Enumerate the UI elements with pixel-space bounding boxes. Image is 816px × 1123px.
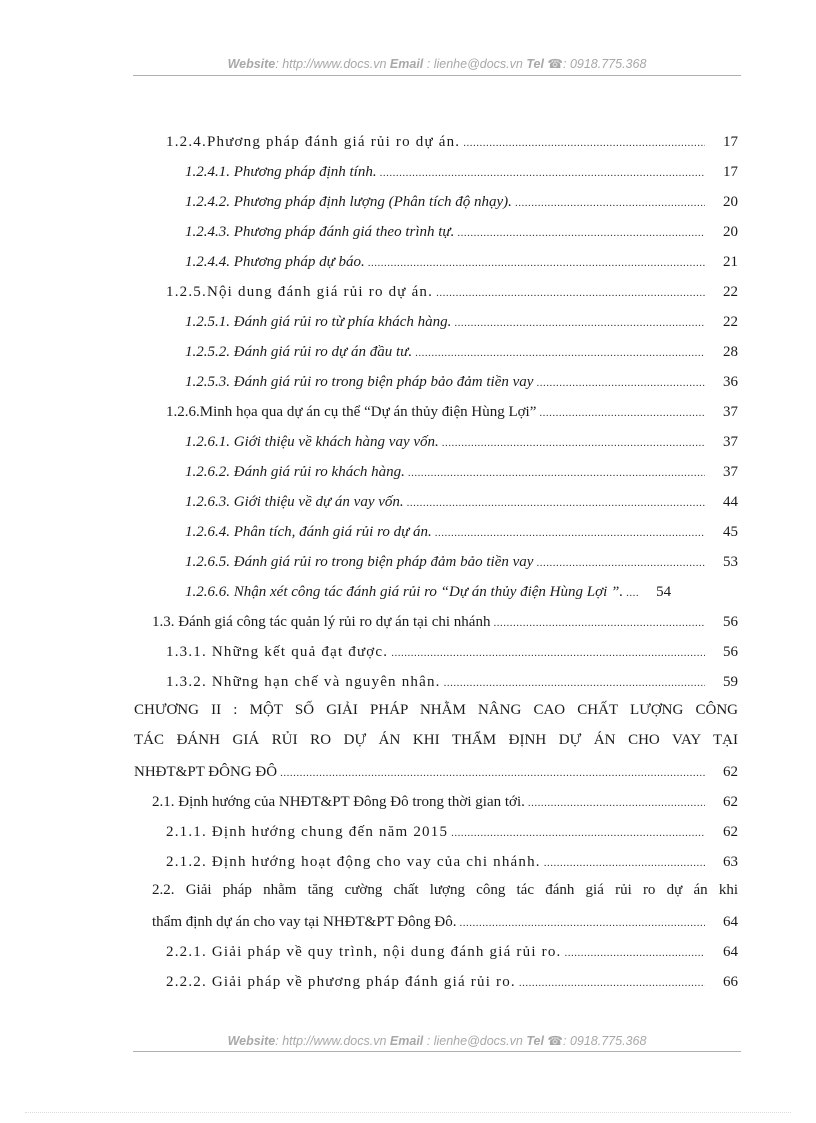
- toc-entry[interactable]: 1.2.4.4. Phương pháp dự báo. ..... 21: [185, 252, 738, 272]
- toc-entry[interactable]: 2.1.1. Định hướng chung đến năm 2015 ..... 62: [166, 822, 738, 842]
- tel-value: : 0918.775.368: [563, 1034, 647, 1048]
- website-url[interactable]: : http://www.docs.vn: [275, 1034, 387, 1048]
- website-label: Website: [227, 57, 276, 71]
- toc-entry[interactable]: 1.2.5.2. Đánh giá rủi ro dự án đầu tư. ..... 28: [185, 342, 738, 362]
- toc-entry[interactable]: NHĐT&PT ĐÔNG ĐÔ ..... 62: [134, 762, 738, 782]
- toc-entry[interactable]: thẩm định dự án cho vay tại NHĐT&PT Đông Đô. ..... 64: [152, 912, 738, 932]
- website-url[interactable]: : http://www.docs.vn: [275, 57, 387, 71]
- toc-entry[interactable]: 1.2.5.Nội dung đánh giá rủi ro dự án. ..... 22: [166, 282, 738, 302]
- website-label: Website: [227, 1034, 276, 1048]
- toc-entry[interactable]: 1.3. Đánh giá công tác quản lý rủi ro dự án tại chi nhánh ..... 56: [152, 612, 738, 632]
- toc-entry[interactable]: 1.3.2. Những hạn chế và nguyên nhân. ..... 59: [166, 672, 738, 692]
- toc-entry-line[interactable]: 2.2. Giải pháp nhằm tăng cường chất lượng công tác đánh giá rủi ro dự án khi: [152, 882, 738, 898]
- tel-label: Tel: [526, 1034, 544, 1048]
- chapter-heading-line[interactable]: CHƯƠNG II : MỘT SỐ GIẢI PHÁP NHẰM NÂNG CAO CHẤT LƯỢNG CÔNG: [134, 702, 738, 718]
- toc-entry[interactable]: 1.2.4.2. Phương pháp định lượng (Phân tích độ nhạy). ..... 20: [185, 192, 738, 212]
- email-value[interactable]: : lienhe@docs.vn: [426, 1034, 523, 1048]
- tel-label: Tel: [526, 57, 544, 71]
- phone-icon: ☎: [547, 1034, 563, 1048]
- toc-entry[interactable]: 1.3.1. Những kết quả đạt được. ..... 56: [166, 642, 738, 662]
- chapter-heading-line[interactable]: TÁC ĐÁNH GIÁ RỦI RO DỰ ÁN KHI THẨM ĐỊNH DỰ ÁN CHO VAY TẠI: [134, 732, 738, 748]
- toc-entry[interactable]: 1.2.5.1. Đánh giá rủi ro từ phía khách hàng. ..... 22: [185, 312, 738, 332]
- toc-entry[interactable]: 1.2.6.Minh họa qua dự án cụ thể “Dự án thủy điện Hùng Lợi” ..... 37: [166, 402, 738, 422]
- toc-entry[interactable]: 1.2.4.3. Phương pháp đánh giá theo trình tự. ..... 20: [185, 222, 738, 242]
- footer-rule: [133, 1051, 741, 1052]
- toc-entry[interactable]: 1.2.4.Phương pháp đánh giá rủi ro dự án. ..... 17: [166, 132, 738, 152]
- phone-icon: ☎: [547, 57, 563, 71]
- toc-entry[interactable]: 1.2.6.3. Giới thiệu về dự án vay vốn. ..... 44: [185, 492, 738, 512]
- toc-entry[interactable]: 1.2.6.6. Nhận xét công tác đánh giá rủi ro “Dự án thủy điện Hùng Lợi ”. ..... 54: [185, 582, 738, 602]
- page-header: [133, 56, 741, 71]
- toc-entry[interactable]: 2.2.2. Giải pháp về phương pháp đánh giá rủi ro. ..... 66: [166, 972, 738, 992]
- header-rule: [133, 75, 741, 76]
- page-edge-divider: [25, 1112, 791, 1113]
- toc-entry[interactable]: 1.2.6.4. Phân tích, đánh giá rủi ro dự án. ..... 45: [185, 522, 738, 542]
- toc-entry[interactable]: 1.2.6.1. Giới thiệu về khách hàng vay vốn. ..... 37: [185, 432, 738, 452]
- toc-entry[interactable]: 2.1. Định hướng của NHĐT&PT Đông Đô trong thời gian tới. ..... 62: [152, 792, 738, 812]
- email-label: Email: [389, 1034, 424, 1048]
- toc-entry[interactable]: 2.1.2. Định hướng hoạt động cho vay của chi nhánh. ..... 63: [166, 852, 738, 872]
- toc-entry[interactable]: 1.2.5.3. Đánh giá rủi ro trong biện pháp bảo đảm tiền vay ..... 36: [185, 372, 738, 392]
- toc-entry[interactable]: 1.2.6.5. Đánh giá rủi ro trong biện pháp đảm bảo tiền vay ..... 53: [185, 552, 738, 572]
- toc-entry[interactable]: 1.2.4.1. Phương pháp định tính. ..... 17: [185, 162, 738, 182]
- email-value[interactable]: : lienhe@docs.vn: [426, 57, 523, 71]
- tel-value: : 0918.775.368: [563, 57, 647, 71]
- toc-entry[interactable]: 1.2.6.2. Đánh giá rủi ro khách hàng. ..... 37: [185, 462, 738, 482]
- page-footer: [133, 1033, 741, 1048]
- email-label: Email: [389, 57, 424, 71]
- toc-entry[interactable]: 2.2.1. Giải pháp về quy trình, nội dung đánh giá rủi ro. ..... 64: [166, 942, 738, 962]
